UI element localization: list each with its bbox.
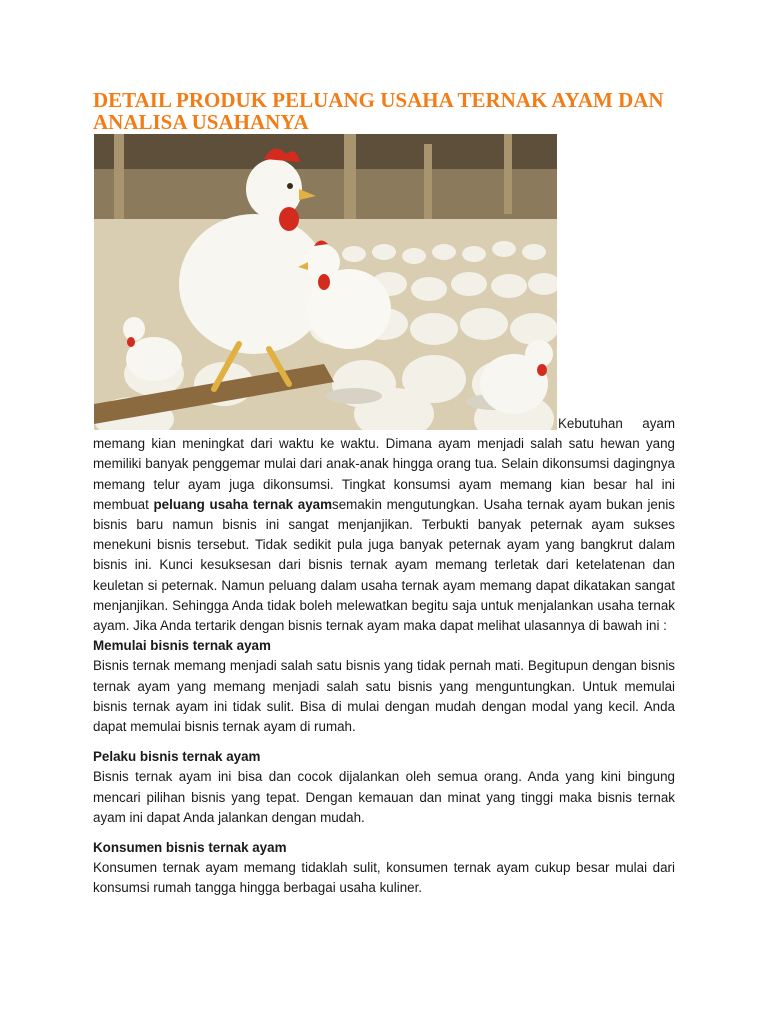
intro-paragraph [93, 414, 675, 636]
section-paragraph: Konsumen ternak ayam memang tidaklah sulit, konsumen ternak ayam cukup besar mulai dari konsumsi rumah tangga hingga berbagai usaha kuliner. [93, 860, 675, 896]
image-wrap-spacer [93, 414, 558, 434]
chicken-farm-photo [94, 134, 557, 430]
section-heading: Memulai bisnis ternak ayam [93, 638, 271, 654]
article-body [93, 414, 675, 899]
chicken-farm-illustration [94, 134, 557, 430]
section-gap [93, 828, 675, 838]
intro-text-end: semakin mengutungkan. Usaha ternak ayam bukan jenis bisnis baru namun bisnis ini sangat menjanjikan. Terbukti banyak peternak ayam sukses menekuni bisnis tersebut. Tidak sedikit pula juga banyak peternak ayam yang bangkrut dalam bisnis ini. Kunci kesuksesan dari bisnis ternak ayam memang terletak dari ketelatenan dan keuletan si peternak. Namun peluang dalam usaha ternak ayam memang dapat dikatakan sangat menjanjikan. Sehingga Anda tidak boleh melewatkan begitu saja untuk menjalankan usaha ternak ayam. Jika Anda tertarik dengan bisnis ternak ayam maka dapat melihat ulasannya di bawah ini : [93, 496, 675, 634]
section-heading: Konsumen bisnis ternak ayam [93, 840, 287, 856]
section-paragraph: Bisnis ternak memang menjadi salah satu bisnis yang tidak pernah mati. Begitupun dengan bisnis ternak ayam yang memang menjadi salah satu bisnis yang menguntungkan. Untuk memulai bisnis ternak ayam ini tidak sulit. Bisa di mulai dengan mudah dengan modal yang kecil. Anda dapat memulai bisnis ternak ayam di rumah. [93, 658, 675, 735]
intro-bold-keyword: peluang usaha ternak ayam [153, 496, 333, 512]
page-title: DETAIL PRODUK PELUANG USAHA TERNAK AYAM DAN ANALISA USAHANYA [93, 88, 664, 134]
section-heading: Pelaku bisnis ternak ayam [93, 749, 261, 765]
section-paragraph: Bisnis ternak ayam ini bisa dan cocok dijalankan oleh semua orang. Anda yang kini bingung mencari pilihan bisnis yang tepat. Dengan kemauan dan minat yang tinggi maka bisnis ternak ayam ini dapat Anda jalankan dengan mudah. [93, 769, 675, 825]
section-gap [93, 737, 675, 747]
intro-text-start: Kebutuhan ayam memang kian meningkat dari waktu ke waktu. Dimana ayam menjadi salah satu hewan yang memiliki banyak penggemar mulai dari anak-anak hingga orang tua. Selain dikonsumsi dagingnya memang telur ayam juga dikonsumsi. Tingkat konsumsi ayam memang kian besar hal ini membuat [93, 416, 675, 512]
